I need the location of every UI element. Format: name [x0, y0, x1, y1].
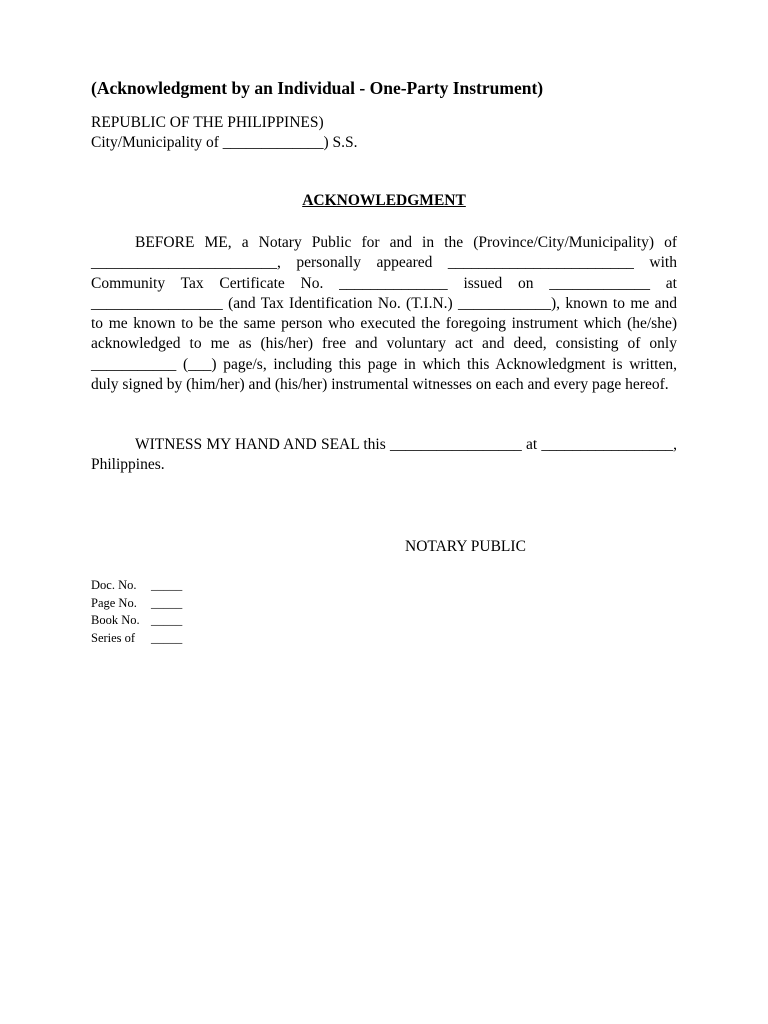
- record-label: Page No.: [91, 595, 137, 610]
- notarial-record: [91, 577, 182, 647]
- document-heading: (Acknowledgment by an Individual - One-Party Instrument): [91, 78, 544, 98]
- acknowledgment-body: BEFORE ME, a Notary Public for and in the (Province/City/Municipality) of ________________________, personally appeared ________________________ with Community Tax Certificate No. ______________ issued on _____________ at _________________ (and Tax Identification No. (T.I.N.) ____________), known to me and to me known to be the same person who executed the foregoing instrument which (he/she) acknowledged to me as (his/her) free and voluntary act and deed, consisting of only ___________ (___) page/s, including this page in which this Acknowledgment is written, duly signed by (him/her) and (his/her) instrumental witnesses on each and every page hereof.: [91, 234, 677, 394]
- venue-country: REPUBLIC OF THE PHILIPPINES): [91, 114, 324, 131]
- record-value: _____: [151, 613, 183, 627]
- record-value: _____: [151, 595, 183, 610]
- record-row-page: [91, 595, 182, 613]
- witness-clause: WITNESS MY HAND AND SEAL this _________________ at _________________, Philippines.: [91, 436, 677, 474]
- record-value: _____: [151, 578, 183, 592]
- record-row-series: [91, 630, 182, 648]
- venue-city: City/Municipality of _____________) S.S.: [91, 134, 358, 151]
- record-row-doc: [91, 577, 182, 595]
- record-label: Book No.: [91, 613, 140, 627]
- record-row-book: [91, 612, 182, 630]
- venue-block: [91, 113, 358, 153]
- record-label: Doc. No.: [91, 578, 137, 592]
- record-label: Series of: [91, 630, 136, 645]
- document-title: ACKNOWLEDGMENT: [302, 192, 466, 209]
- record-value: _____: [151, 630, 183, 645]
- notary-signature-label: NOTARY PUBLIC: [405, 538, 526, 555]
